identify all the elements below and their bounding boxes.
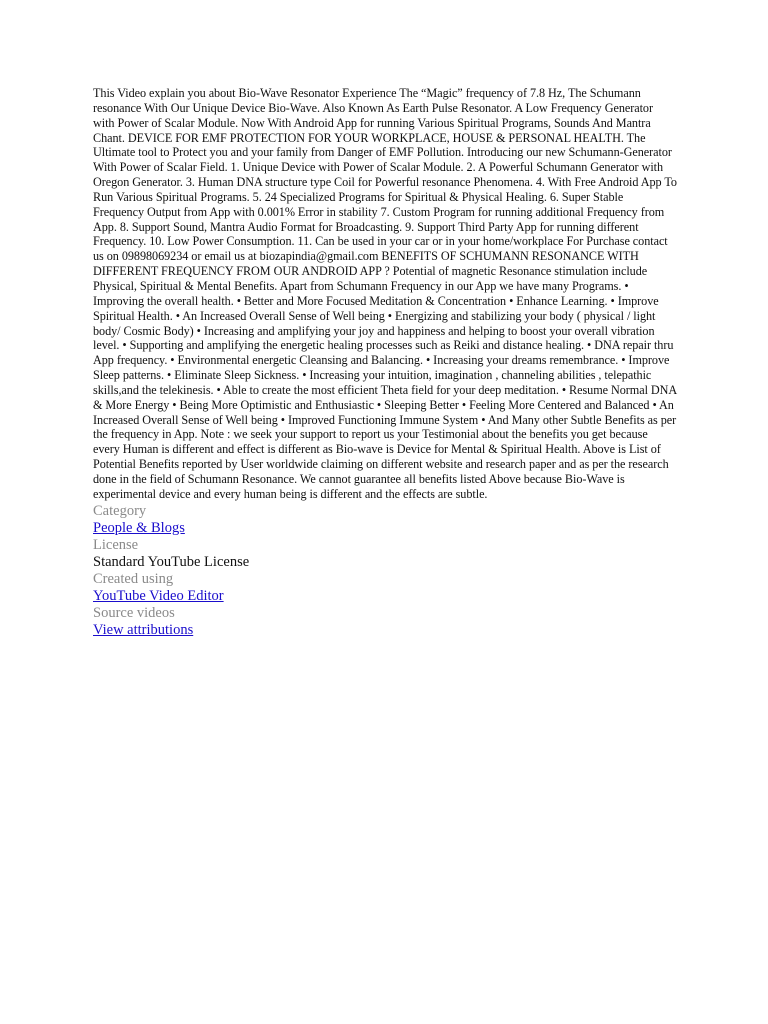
category-link[interactable]: People & Blogs [93,519,185,536]
source-videos-label: Source videos [93,604,175,621]
video-description-page [93,86,677,639]
category-label: Category [93,502,147,519]
license-value: Standard YouTube License [93,553,250,570]
license-label: License [93,536,139,553]
created-using-link[interactable]: YouTube Video Editor [93,587,224,604]
video-metadata [93,503,677,639]
view-attributions-link[interactable]: View attributions [93,621,194,638]
created-using-label: Created using [93,570,174,587]
video-description-text: This Video explain you about Bio-Wave Resonator Experience The “Magic” frequency of 7.8 Hz, The Schumann resonance With Our Unique Device Bio-Wave. Also Known As Earth Pulse Resonator. A Low Frequency Generator with Power of Scalar Module. Now With Android App for running Various Spiritual Programs, Sounds And Mantra Chant. DEVICE FOR EMF PROTECTION FOR YOUR WORKPLACE, HOUSE & PERSONAL HEALTH. The Ultimate tool to Protect you and your family from Danger of EMF Pollution. Introducing our new Schumann-Generator With Power of Scalar Field. 1. Unique Device with Power of Scalar Module. 2. A Powerful Schumann Generator with Oregon Generator. 3. Human DNA structure type Coil for Powerful resonance Phenomena. 4. With Free Android App To Run Various Spiritual Programs. 5. 24 Specialized Programs for Spiritual & Physical Healing. 6. Super Stable Frequency Output from App with 0.001% Error in stability 7. Custom Program for running additional Frequency from App. 8. Support Sound, Mantra Audio Format for Broadcasting. 9. Support Third Party App for running different Frequency. 10. Low Power Consumption. 11. Can be used in your car or in your home/workplace For Purchase contact us on 09898069234 or email us at biozapindia@gmail.com BENEFITS OF SCHUMANN RESONANCE WITH DIFFERENT FREQUENCY FROM OUR ANDROID APP ? Potential of magnetic Resonance stimulation include Physical, Spiritual & Mental Benefits. Apart from Schumann Frequency in our App we have many Programs. • Improving the overall health. • Better and More Focused Meditation & Concentration • Enhance Learning. • Improve Spiritual Health. • An Increased Overall Sense of Well being • Energizing and stabilizing your body ( physical / light body/ Cosmic Body) • Increasing and amplifying your joy and happiness and helping to boost your overall vibration level. • Supporting and amplifying the energetic healing processes such as Reiki and distance healing. • DNA repair thru App frequency. • Environmental energetic Cleansing and Balancing. • Increasing your dreams remembrance. • Improve Sleep patterns. • Eliminate Sleep Sickness. • Increasing your intuition, imagination , channeling abilities , telepathic skills,and the telekinesis. • Able to create the most efficient Theta field for your deep meditation. • Resume Normal DNA & More Energy • Being More Optimistic and Enthusiastic • Sleeping Better • Feeling More Centered and Balanced • An Increased Overall Sense of Well being • Improved Functioning Immune System • And Many other Subtle Benefits as per the frequency in App. Note : we seek your support to report us your Testimonial about the benefits you get because every Human is different and effect is different as Bio-wave is Device for Mental & Spiritual Health. Above is List of Potential Benefits reported by User worldwide claiming on different website and research paper and as per the research done in the field of Schumann Resonance. We cannot guarantee all benefits listed Above because Bio-Wave is experimental device and every human being is different and the effects are subtle. [93,86,677,501]
